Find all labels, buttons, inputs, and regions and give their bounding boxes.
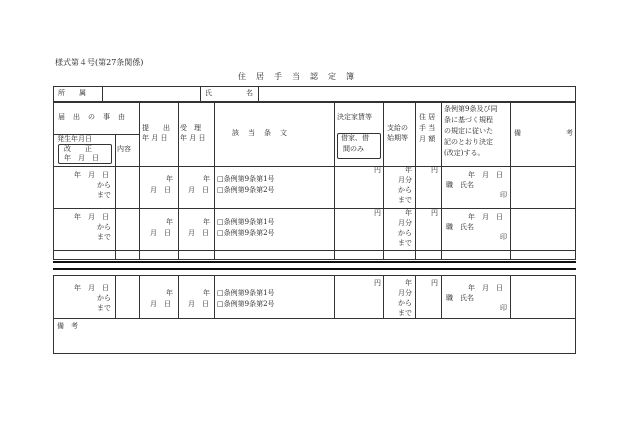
header-decision-4: 記のとおり決定	[444, 138, 493, 146]
row-official-name: 職 氏名	[446, 223, 474, 231]
row-allowance-yen: 円	[431, 279, 438, 287]
row-start-until: まで	[398, 239, 412, 247]
row-submission-year: 年	[166, 289, 173, 297]
row-receipt-year: 年	[203, 218, 210, 226]
row-decision-date: 年 月 日	[468, 171, 503, 179]
row-submission-md: 月 日	[150, 300, 171, 308]
row-article-2: □条例第9条第2号	[217, 300, 275, 308]
row-submission-year: 年	[166, 175, 173, 183]
header-revision-date-2: 年 月 日	[64, 154, 99, 162]
row-receipt-year: 年	[203, 289, 210, 297]
row-official-name: 職 氏名	[446, 294, 474, 302]
header-housing-allowance-1: 住 居	[419, 113, 436, 121]
row-until: まで	[97, 191, 111, 199]
row-start-month: 月分	[398, 289, 412, 297]
row-official-name: 職 氏名	[446, 181, 474, 189]
row-article-1: □条例第9条第1号	[217, 218, 275, 226]
header-decision-3: の規定に従いた	[444, 127, 493, 135]
row-decision-date: 年 月 日	[468, 284, 503, 292]
row-from: から	[97, 294, 111, 302]
row-receipt-md: 月 日	[188, 186, 209, 194]
header-payment-start-1: 支給の	[387, 124, 408, 132]
row-submission-year: 年	[166, 218, 173, 226]
name-label-2: 名	[246, 89, 253, 97]
header-receipt-2: 年 月 日	[180, 134, 206, 142]
row-until: まで	[97, 233, 111, 241]
row-seal: 印	[500, 233, 507, 241]
row-start-from: から	[398, 186, 412, 194]
name-label-1: 氏	[205, 89, 212, 97]
row-date: 年 月 日	[74, 284, 109, 292]
row-seal: 印	[500, 191, 507, 199]
row-rent-yen: 円	[374, 166, 381, 174]
row-allowance-yen: 円	[431, 209, 438, 217]
row-article-1: □条例第9条第1号	[217, 289, 275, 297]
row-receipt-md: 月 日	[188, 229, 209, 237]
header-occurrence-date: 発生年月日	[57, 135, 92, 143]
header-payment-start-2: 始期等	[387, 134, 408, 142]
row-decision-date: 年 月 日	[468, 213, 503, 221]
row-from: から	[97, 181, 111, 189]
header-housing-allowance-3: 月 額	[419, 135, 436, 143]
row-until: まで	[97, 304, 111, 312]
row-submission-md: 月 日	[150, 229, 171, 237]
row-submission-md: 月 日	[150, 186, 171, 194]
row-start-year: 年	[405, 166, 412, 174]
affiliation-label: 所 属	[58, 89, 86, 97]
header-determined-rent-1: 決定家賃等	[337, 113, 372, 121]
row-article-1: □条例第9条第1号	[217, 175, 275, 183]
row-start-from: から	[398, 299, 412, 307]
header-receipt-1: 受 理	[180, 124, 201, 132]
row-start-until: まで	[398, 309, 412, 317]
header-revision-date-1: 改 正	[64, 145, 92, 153]
row-start-year: 年	[405, 209, 412, 217]
row-start-year: 年	[405, 279, 412, 287]
row-date: 年 月 日	[74, 213, 109, 221]
form-title: 住 居 手 当 認 定 簿	[238, 72, 355, 81]
header-determined-rent-2: 借家、借	[341, 134, 369, 142]
header-applicable-article: 該 当 条 文	[232, 129, 288, 137]
header-decision-1: 条例第9条及び同	[444, 105, 498, 113]
row-article-2: □条例第9条第2号	[217, 229, 275, 237]
header-decision-5: (改定)する。	[444, 149, 485, 157]
header-submission-2: 年 月 日	[142, 134, 168, 142]
header-housing-allowance-2: 手 当	[419, 124, 436, 132]
footer-remarks-label: 備 考	[57, 322, 78, 330]
row-from: から	[97, 223, 111, 231]
header-determined-rent-3: 間のみ	[343, 145, 364, 153]
row-rent-yen: 円	[374, 209, 381, 217]
header-decision-2: 条に基づく規程	[444, 116, 493, 124]
row-rent-yen: 円	[374, 279, 381, 287]
row-start-from: から	[398, 229, 412, 237]
header-submission-1: 提 出	[142, 124, 170, 132]
header-remarks: 備 考	[514, 129, 579, 137]
row-receipt-year: 年	[203, 175, 210, 183]
row-date: 年 月 日	[74, 171, 109, 179]
header-content: 内容	[117, 145, 131, 153]
row-start-until: まで	[398, 196, 412, 204]
row-article-2: □条例第9条第2号	[217, 186, 275, 194]
row-receipt-md: 月 日	[188, 300, 209, 308]
row-start-month: 月分	[398, 219, 412, 227]
form-number: 様式第４号(第27条関係)	[55, 58, 144, 67]
header-notification-reason: 届 出 の 事 由	[58, 113, 126, 121]
page-break-bar-bottom	[53, 268, 576, 270]
row-start-month: 月分	[398, 176, 412, 184]
row-seal: 印	[500, 304, 507, 312]
row-allowance-yen: 円	[431, 166, 438, 174]
page-break-bar-top	[53, 261, 576, 263]
